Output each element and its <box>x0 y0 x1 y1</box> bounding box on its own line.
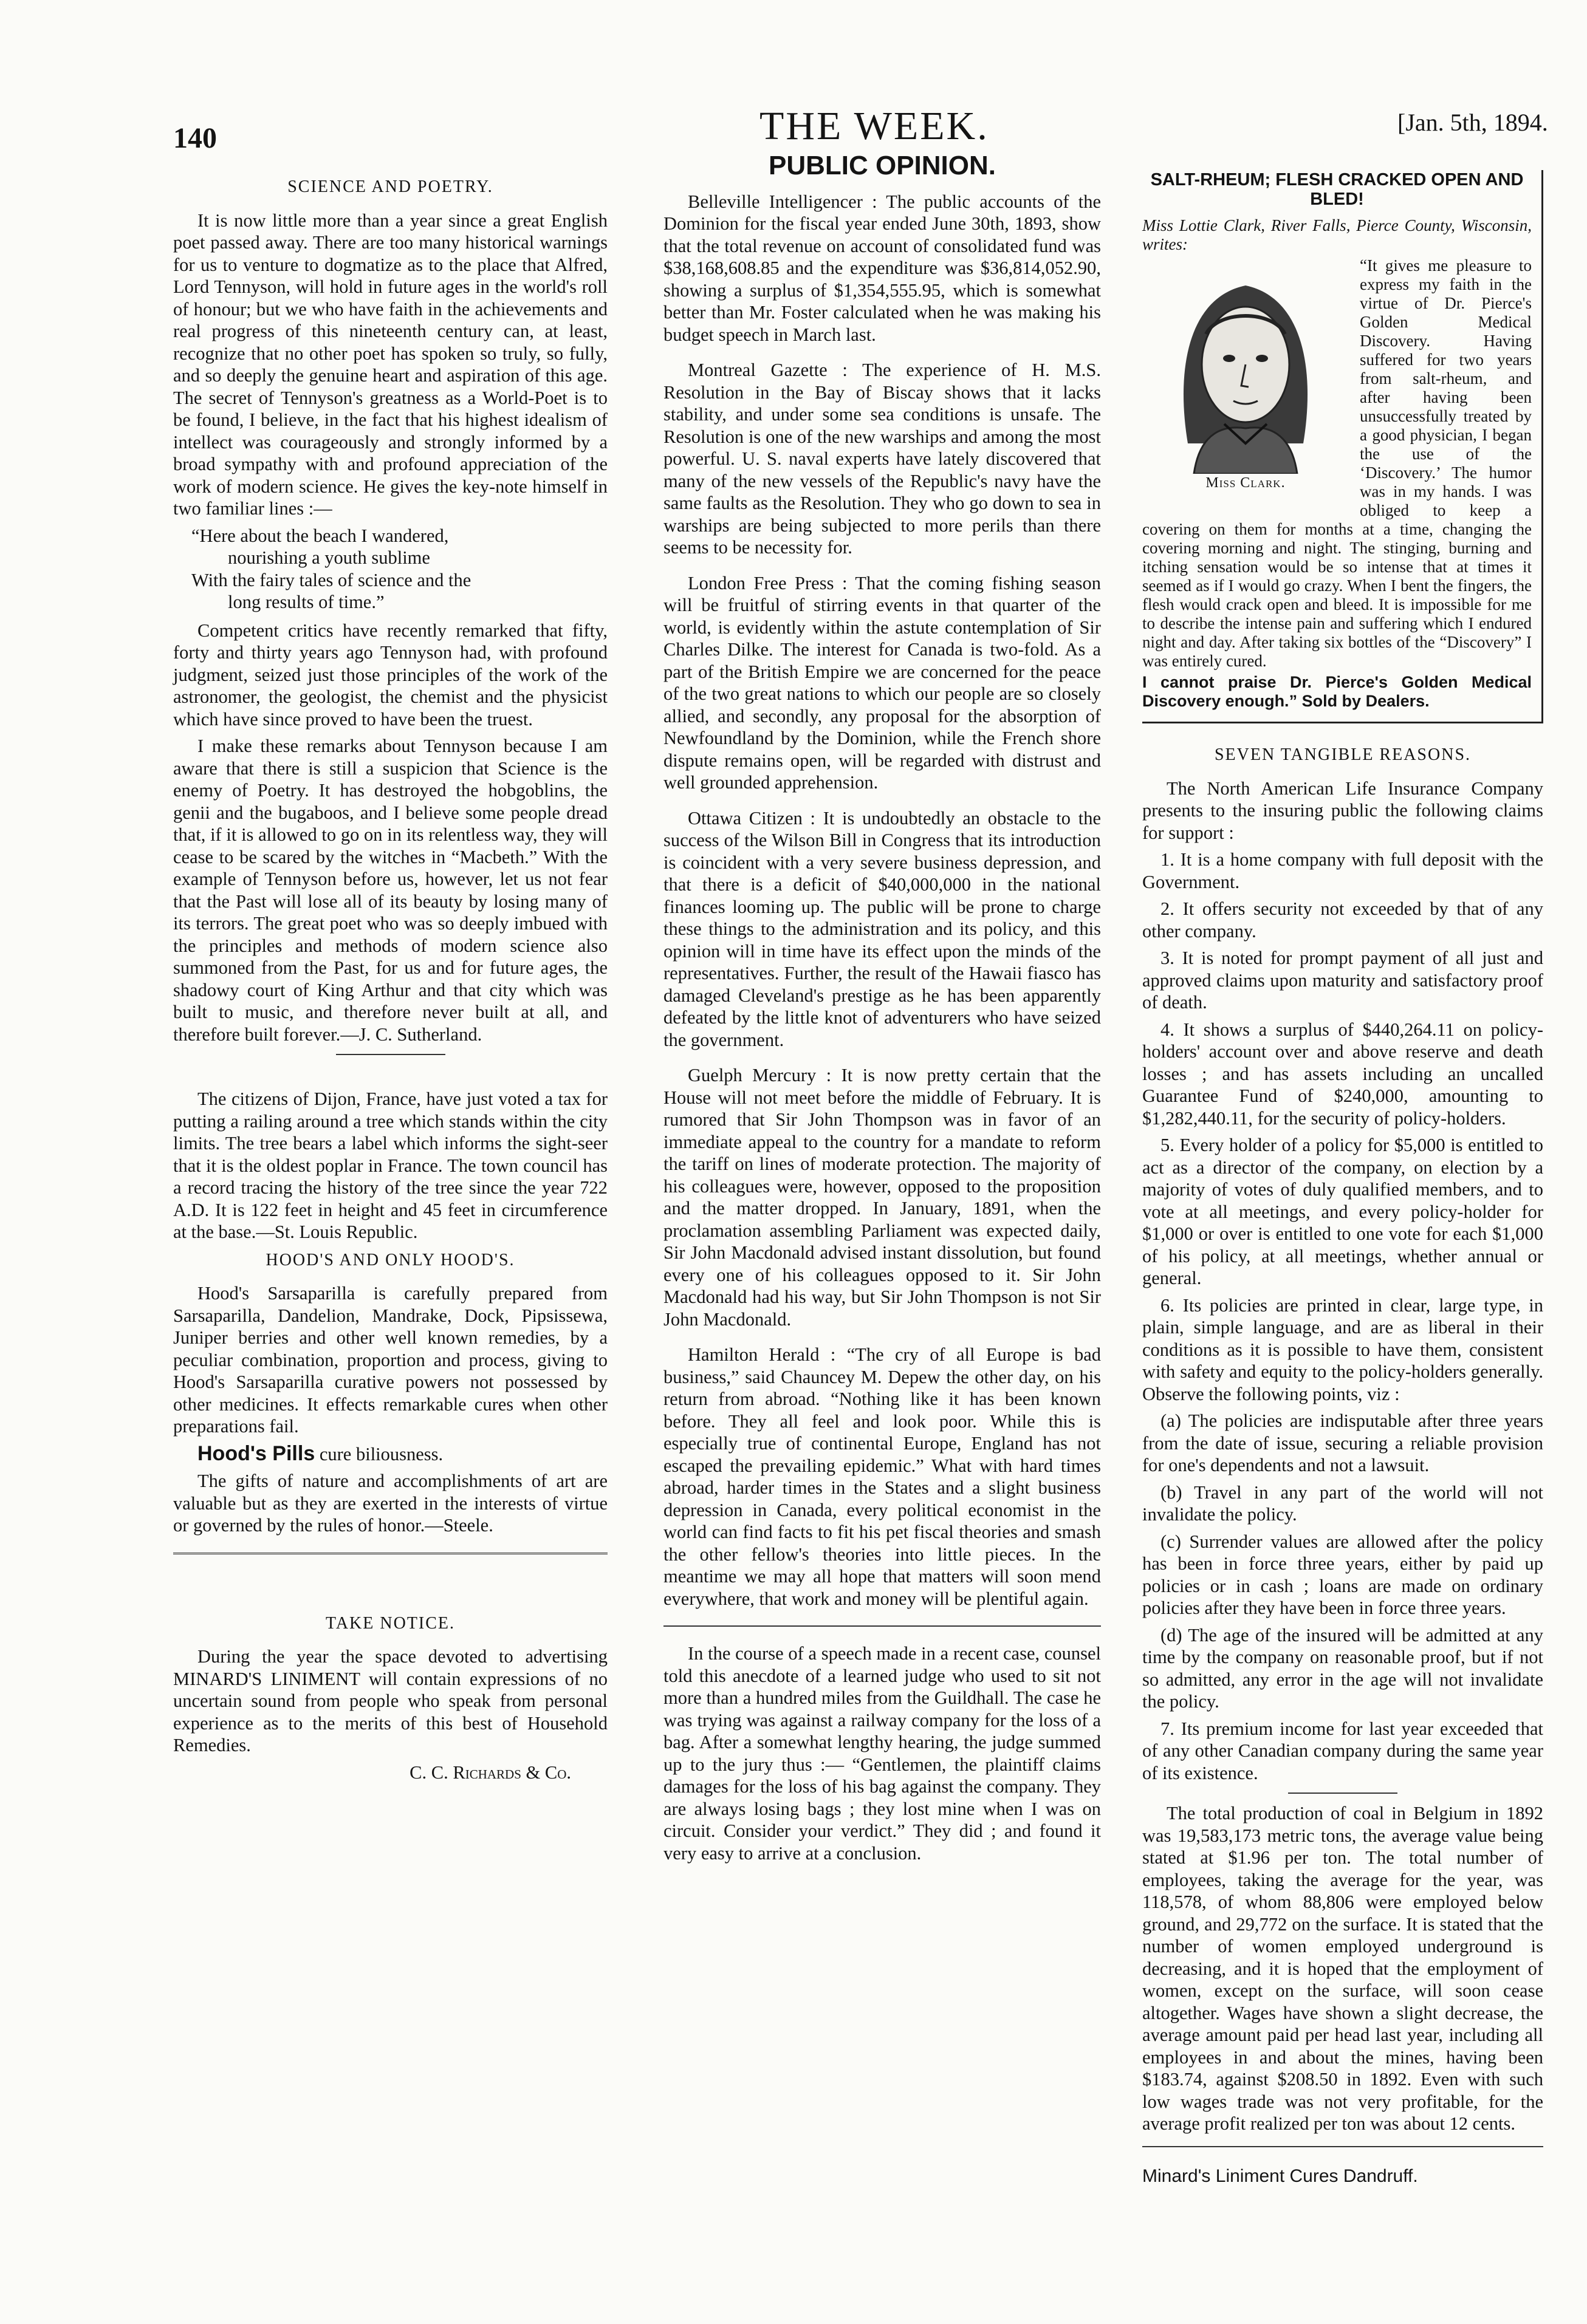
belgium-coal-paragraph: The total production of coal in Belgium in 1892 was 19,583,173 metric tons, the average value being stated at $1.96 per ton. The total number of employees, taking the average for the year, was 118,578, of whom 88,806 were employed below ground, and 29,772 on the surface. It is stated that the number of women employed underground is decreasing, and it is hoped that the employment of women, except on the surface, will soon cease altogether. Wages have shown a slight decrease, the average amount paid per head last year, including all employees in and about the mines, having been $183.74, against $208.50 in 1892. Even with such low wages trade was not very profitable, for the average profit realized per ton was about 12 cents. <box>1142 1803 1543 2134</box>
double-divider <box>173 1553 608 1554</box>
portrait-caption: Miss Clark. <box>1205 475 1286 491</box>
reason-item: (c) Surrender values are allowed after the policy has been in force three years, either by paid up policies or in cash ; loans are made on ordinary policies after they have been in force three years. <box>1142 1531 1543 1618</box>
reason-item: 3. It is noted for prompt payment of all just and approved claims upon maturity and satisfactory proof of death. <box>1142 948 1543 1013</box>
divider <box>336 1054 445 1055</box>
reasons-intro: The North American Life Insurance Company presents to the insuring public the following claims for support : <box>1142 778 1543 843</box>
portrait-illustration-icon <box>1151 261 1340 474</box>
reasons-list <box>1142 849 1543 1784</box>
reason-item: 6. Its policies are printed in clear, large type, in plain, simple language, and are as liberal in their conditions as it is possible to have them, consistent with safety and equity to the policy-holders generally. Observe the following points, viz : <box>1142 1294 1543 1404</box>
portrait-image <box>1142 261 1349 504</box>
opinion-item-london: London Free Press : That the coming fishing season will be fruitful of stirring events in that quarter of the world, is evidently within the astute contemplation of Sir Charles Dilke. The interest for Canada is two-fold. As a part of the British Empire we are concerned for the peace of the two great nations to which our people are so closely allied, and secondly, any proposal for the absorption of Newfoundland by the Dominion, while the French shore dispute remains open, will be regarded with distrust and well grounded apprehension. <box>663 572 1101 793</box>
ad-closing: I cannot praise Dr. Pierce's Golden Medical Discovery enough.” Sold by Dealers. <box>1142 673 1532 710</box>
hoods-pills-text: cure biliousness. <box>315 1443 444 1464</box>
newspaper-title: THE WEEK. <box>759 104 989 148</box>
liniment-footer: Minard's Liniment Cures Dandruff. <box>1142 2165 1418 2186</box>
hoods-pills-name: Hood's Pills <box>197 1441 315 1465</box>
science-heading: SCIENCE AND POETRY. <box>287 177 493 196</box>
hoods-pills <box>173 1443 608 1466</box>
opinion-item-belleville: Belleville Intelligencer : The public accounts of the Dominion for the fiscal year ended June 30th, 1893, show that the total revenue on account of consolidated fund was $38,168,608.85 and the expenditure was $36,814,052.90, showing a surplus of $1,354,555.95, which is somewhat better than Mr. Foster calculated when he was making his budget speech in March last. <box>663 191 1101 345</box>
divider <box>663 1625 1101 1627</box>
opinion-item-hamilton: Hamilton Herald : “The cry of all Europe is bad business,” said Chauncey M. Depew the other day, on his return from abroad. “Nothing like it has been known before. They all feel and look poor. While this is especially true of continental Europe, England has not escaped the prevailing epidemic.” What with hard times abroad, harder times in the States and a slight business depression in Canada, every political economist in the world can find facts to fit his pet fiscal theories and smash the other fellow's theories into little pieces. In the meantime we may all hope that matters will soon mend everywhere, that work and money will be plentiful again. <box>663 1344 1101 1609</box>
quote-line-4: long results of time.” <box>228 592 385 612</box>
reason-item: (d) The age of the insured will be admitted at any time by the company on reasonable proof, but if not so admitted, any error in the age will not invalidate the policy. <box>1142 1624 1543 1712</box>
steele-quote: The gifts of nature and accomplishments of art are valuable but as they are exerted in the interests of virtue or governed by the rules of honor.—Steele. <box>173 1471 608 1536</box>
hoods-heading: HOOD'S AND ONLY HOOD'S. <box>266 1250 515 1270</box>
dijon-paragraph: The citizens of Dijon, France, have just voted a tax for putting a railing around a tree which stands within the city limits. The tree bears a label which informs the sight-seer that it is the oldest poplar in France. The town council has a record tracing the history of the tree since the year 722 A.D. It is 122 feet in height and 45 feet in circumference at the base.—St. Louis Republic. <box>173 1089 608 1242</box>
tennyson-quote <box>173 525 608 613</box>
opinion-item-guelph: Guelph Mercury : It is now pretty certain that the House will not meet before the middle of February. It is rumored that Sir John Thompson was in favor of an immediate appeal to the country for a mandate to reform the tariff on lines of moderate protection. The majority of his colleagues were, however, opposed to the proposition and the matter dropped. In January, 1891, when the proclamation assembling Parliament was expected daily, Sir John Macdonald advised instant dissolution, but found every one of his colleagues opposed to it. Sir John Macdonald had his way, but Sir John Thompson is not Sir John Macdonald. <box>663 1065 1101 1330</box>
science-paragraph-2: Competent critics have recently remarked that fifty, forty and thirty years ago Tennyson had, with profound judgment, seized just those principles of the work of the astronomer, the geologist, the chemist and the physicist which have since proved to have been the truest. <box>173 620 608 730</box>
column-middle <box>663 151 1101 1869</box>
column-right <box>1142 170 1543 2192</box>
reason-item: 5. Every holder of a policy for $5,000 is entitled to act as a director of the company, on election by a majority of votes of duly qualified members, and to vote at all meetings, and every policy-holder for $1,000 or over is entitled to one vote for each $1,000 of his policy, at all meetings, whether annual or general. <box>1142 1135 1543 1288</box>
railway-anecdote: In the course of a speech made in a recent case, counsel told this anecdote of a learned judge who used to sit not more than a hundred miles from the Guildhall. The case he was trying was against a railway company for the loss of a bag. After a somewhat lengthy hearing, the judge summed up to the jury thus :— “Gentlemen, the plaintiff claims damages for the loss of his bag against the company. They are always losing bags ; they lost mine when I was on circuit. Consider your verdict.” They did ; and found it very easy to arrive at a conclusion. <box>663 1643 1101 1864</box>
page-number: 140 <box>173 122 217 154</box>
ad-testimonial: “It gives me pleasure to express my faith in the virtue of Dr. Pierce's Golden Medical Discovery. Having suffered for two years from salt-rheum, and after having been unsuccessfully treated by a good physician, I began the use of the ‘Discovery.’ The humor was in my hands. I was obliged to keep a covering on them for months at a time, changing the covering morning and night. The stinging, burning and itching sensation would be so intense that at times it seemed as if I would go crazy. When I bent the fingers, the flesh would crack open and bleed. It is impossible for me to describe the intense pain and suffering which I endured night and day. After taking six bottles of the “Discovery” I was entirely cured. <box>1142 256 1532 670</box>
reason-item: (a) The policies are indisputable after three years from the date of issue, securing a reliable provision for one's dependents and not a lawsuit. <box>1142 1410 1543 1475</box>
reason-item: 7. Its premium income for last year exceeded that of any other Canadian company during the same year of its existence. <box>1142 1718 1543 1783</box>
opinion-item-montreal: Montreal Gazette : The experience of H. M.S. Resolution in the Bay of Biscay shows that it lacks stability, and under some sea conditions is unsafe. The Resolution is one of the new warships and among the most powerful. U. S. naval experts have lately discovered that many of the new vessels of the Republic's navy have the same faults as the Resolution. They who go down to sea in warships are being subjected to more perils than there seems to be necessity for. <box>663 360 1101 558</box>
reasons-heading: SEVEN TANGIBLE REASONS. <box>1214 745 1472 764</box>
opinion-item-ottawa: Ottawa Citizen : It is undoubtedly an obstacle to the success of the Wilson Bill in Congress that its introduction is coincident with a very severe business depression, and that there is a deficit of $40,000,000 in the national finances looming up. The public will be prone to charge these things to the administration and its policy, and this opinion will in time have its effect upon the minds of the representatives. Further, the result of the Hawaii fiasco has damaged Cleveland's prestige as he has been apparently defeated by the little knot of adventurers who have seized the government. <box>663 807 1101 1050</box>
reason-item: 4. It shows a surplus of $440,264.11 on policy-holders' account over and above reserve and death losses ; and has assets including an uncalled Guarantee Fund of $240,000, amounting to $1,282,440.11, for the security of policy-holders. <box>1142 1019 1543 1129</box>
reason-item: 1. It is a home company with full deposit with the Government. <box>1142 849 1543 892</box>
notice-paragraph: During the year the space devoted to advertising MINARD'S LINIMENT will contain expressions of no uncertain sound from people who speak from personal experience as to the merits of this best of Household Remedies. <box>173 1646 608 1755</box>
page-header <box>0 91 1587 158</box>
column-left <box>173 170 608 1788</box>
ad-intro: Miss Lottie Clark, River Falls, Pierce County, Wisconsin, writes: <box>1142 216 1532 253</box>
science-paragraph-1: It is now little more than a year since a great English poet passed away. There are too many historical warnings for us to venture to dogmatize as to the place that Alfred, Lord Tennyson, will hold in future ages in the world's roll of honour; but we who have faith in the achievements and real progress of this nineteenth century can, at least, recognize that no other poet has spoken so truly, so fully, and so deeply the genuine heart and aspiration of this age. The secret of Tennyson's greatness as a World-Poet is to be found, I believe, in the fact that his highest idealism of intellect was courageously and strongly informed by a broad sympathy with and profound appreciation of the work of modern science. He gives the key-note himself in two familiar lines :— <box>173 210 608 519</box>
reason-item: 2. It offers security not exceeded by that of any other company. <box>1142 898 1543 942</box>
science-paragraph-3: I make these remarks about Tennyson because I am aware that there is still a suspicion that Science is the enemy of Poetry. It has destroyed the hobgoblins, the genii and the bugaboos, and I believe some people dread that, if it is allowed to go on in its relentless way, they will cease to be scared by the witches in “Macbeth.” With the example of Tennyson before us, however, let us not fear that the Past will lose all of its beauty by losing many of its terrors. The great poet who was so deeply imbued with the principles and methods of modern science also summoned from the Past, for us and for future ages, the shadowy court of King Arthur and that city which was built to music, and therefore never built at all, and therefore built forever.—J. C. Sutherland. <box>173 736 608 1045</box>
divider <box>1142 2146 1543 2147</box>
public-opinion-heading: PUBLIC OPINION. <box>768 151 996 180</box>
ad-headline: SALT-RHEUM; FLESH CRACKED OPEN AND BLED! <box>1150 170 1524 209</box>
divider <box>1288 1793 1397 1794</box>
quote-line-2: nourishing a youth sublime <box>228 547 430 568</box>
reason-item: (b) Travel in any part of the world will not invalidate the policy. <box>1142 1482 1543 1525</box>
notice-heading: TAKE NOTICE. <box>325 1613 456 1633</box>
quote-line-3: With the fairy tales of science and the <box>191 569 471 590</box>
hoods-paragraph: Hood's Sarsaparilla is carefully prepared from Sarsaparilla, Dandelion, Mandrake, Dock, Pipsissewa, Juniper berries and other well known remedies, by a peculiar combination, proportion and process, giving to Hood's Sarsaparilla curative powers not possessed by other medicines. It effects remarkable cures when other preparations fail. <box>173 1283 608 1437</box>
quote-line-1: “Here about the beach I wandered, <box>191 525 449 546</box>
issue-date: [Jan. 5th, 1894. <box>1397 109 1548 136</box>
notice-signature: C. C. Richards & Co. <box>410 1762 571 1783</box>
salt-rheum-advertisement <box>1142 170 1543 723</box>
